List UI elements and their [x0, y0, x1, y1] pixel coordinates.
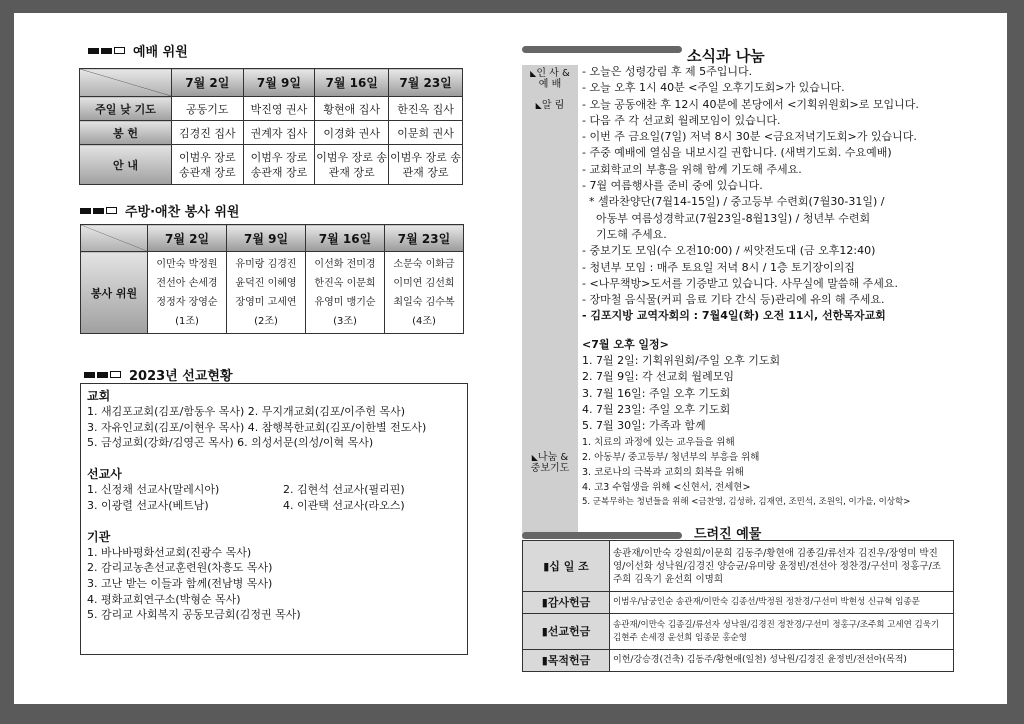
date-header: 7월 23일 — [385, 225, 464, 252]
offering-names: 송관재/이만숙 김종길/류선자 성낙원/김경진 정찬경/구선미 정홍구/조주희 고세연 김욱기 김현주 손세경 윤선희 임종문 홍순영 — [610, 614, 954, 650]
schedule-line: 1. 7월 2일: 기획위원회/주일 오후 기도회 — [582, 354, 781, 368]
cell: 박진영 권사 — [243, 97, 315, 121]
list-item: 3. 이광렬 선교사(베트남) 4. 이관택 선교사(라오스) — [87, 498, 405, 512]
cell: 김경진 집사 — [172, 121, 244, 145]
news-line: - 오늘 공동애찬 후 12시 40분에 본당에서 <기획위원회>로 모입니다. — [582, 97, 919, 111]
date-header: 7월 16일 — [315, 69, 389, 97]
news-line: - 교회학교의 부흥을 위해 함께 기도해 주세요. — [582, 162, 802, 176]
kitchen-title — [80, 201, 239, 220]
list-item: 3. 고난 받는 이들과 함께(전남병 목사) — [87, 576, 273, 590]
offering-names: 이헌/강승경(건축) 김동주/황현애(일천) 성낙원/김경진 윤정빈/전선아(목적) — [610, 650, 954, 672]
list-item: 5. 감리교 사회복지 공동모금회(김정권 목사) — [87, 608, 301, 622]
bullet-icon — [84, 367, 123, 382]
mission-box — [80, 383, 468, 655]
cell: 이범우 장로 송관재 장로 — [389, 145, 463, 185]
prayer-line: 4. 고3 수험생을 위해 <신현서, 전세현> — [582, 481, 751, 493]
news-bar — [522, 46, 682, 53]
offering-bar — [522, 532, 682, 539]
schedule-line: 5. 7월 30일: 가족과 함께 — [582, 419, 706, 433]
date-header: 7월 2일 — [172, 69, 244, 97]
schedule-line: 4. 7월 23일: 주일 오후 기도회 — [582, 402, 731, 416]
cell: 한진옥 집사 — [389, 97, 463, 121]
offering-title: 드려진 예물 — [694, 527, 762, 542]
table-corner — [80, 69, 172, 97]
offering-label: ▮선교헌금 — [523, 614, 610, 650]
news-line: - 중보기도 모임(수 오전10:00) / 씨앗전도대 (금 오후12:40) — [582, 244, 876, 258]
mission-title-text: 2023년 선교현황 — [129, 369, 233, 384]
offering-label: ▮목적헌금 — [523, 650, 610, 672]
cell: 이경화 권사 — [315, 121, 389, 145]
missionaries-heading: 선교사 — [87, 467, 122, 482]
cell: 이문희 권사 — [389, 121, 463, 145]
team-cell: 소문숙 이화금 이미연 김선희 최일숙 김수복 (4조) — [385, 252, 464, 334]
kitchen-title-text: 주방·애찬 봉사 위원 — [125, 205, 240, 220]
news-line: - 장마철 음식물(커피 음료 기타 간식 등)관리에 유의 해 주세요. — [582, 293, 885, 307]
schedule-line: 2. 7월 9일: 각 선교회 월례모임 — [582, 370, 734, 384]
list-item: 3. 자유인교회(김포/이현우 목사) 4. 참행복한교회(김포/이한별 전도사) — [87, 420, 427, 434]
row-label: 주일 낮 기도 — [80, 97, 172, 121]
list-item: 1. 바나바평화선교회(진광수 목사) — [87, 545, 252, 559]
prayer-line: 5. 군복무하는 청년들을 위해 <금찬영, 김성하, 김재연, 조민석, 조원익, 이가을, 이상학> — [582, 496, 911, 507]
date-header: 7월 2일 — [148, 225, 227, 252]
offering-names: 송관재/이만숙 강원희/이문희 김동주/황현애 김종길/류선자 김진우/장영미 박진영/이선화 성낙원/김경진 양승균/유미랑 윤정빈/전선아 정찬경/구선미 정홍구/조주희 김욱기 윤선희 이명희 — [610, 541, 954, 592]
date-header: 7월 9일 — [227, 225, 306, 252]
worship-title — [88, 41, 188, 60]
date-header: 7월 16일 — [306, 225, 385, 252]
news-line: - 오늘 오후 1시 40분 <주일 오후기도회>가 있습니다. — [582, 81, 845, 95]
news-line: * 셀라찬양단(7월14-15일) / 중고등부 수련회(7월30-31일) / — [582, 195, 885, 209]
bullet-icon — [88, 43, 127, 58]
news-line: 아동부 여름성경학교(7월23일-8월13일) / 청년부 수련회 — [582, 211, 871, 225]
offering-names: 이범우/남궁인순 송관재/이만숙 김종선/박정원 정찬경/구선미 박현성 신규혁 임종문 — [610, 592, 954, 614]
schedule-title: <7월 오후 일정> — [582, 337, 669, 351]
tag-prayer: ◣나눔 & 중보기도 — [530, 452, 570, 474]
date-header: 7월 23일 — [389, 69, 463, 97]
news-line: - 7월 여름행사를 준비 중에 있습니다. — [582, 179, 763, 193]
list-item: 4. 평화교회연구소(박형순 목사) — [87, 592, 241, 606]
offering-label: ▮십 일 조 — [523, 541, 610, 592]
churches-heading: 교회 — [87, 389, 111, 403]
tag-notice: ◣알 림 — [535, 100, 565, 111]
cell: 공동기도 — [172, 97, 244, 121]
bullet-icon — [80, 203, 119, 218]
news-line: - 김포지방 교역자회의 : 7월4일(화) 오전 11시, 선한목자교회 — [582, 309, 886, 323]
list-item: 2. 감리교농촌선교훈련원(차흥도 목사) — [87, 561, 273, 575]
prayer-line: 2. 아동부/ 중고등부/ 청년부의 부흥을 위해 — [582, 451, 760, 463]
news-line: - 오늘은 성령강림 후 제 5주입니다. — [582, 65, 753, 78]
worship-table — [79, 68, 463, 185]
list-item: 1. 새김포교회(김포/함동우 목사) 2. 무지개교회(김포/이주헌 목사) — [87, 405, 406, 418]
row-label: 봉사 위원 — [81, 252, 148, 334]
news-line: - 청년부 모임 : 매주 토요일 저녁 8시 / 1층 토기장이의집 — [582, 260, 855, 274]
news-title: 소식과 나눔 — [687, 47, 765, 65]
news-tag-column — [522, 65, 578, 539]
team-cell: 이만숙 박정원 전선아 손세경 정정자 장영순 (1조) — [148, 252, 227, 334]
list-item: 1. 신정채 선교사(말레시아) 2. 김현석 선교사(필리핀) — [87, 483, 405, 497]
cell: 황현애 집사 — [315, 97, 389, 121]
orgs-heading: 기관 — [87, 529, 111, 544]
news-line: - <나무책방>도서를 기증받고 있습니다. 사무실에 말씀해 주세요. — [582, 276, 899, 290]
cell: 이범우 장로 송관재 장로 — [243, 145, 315, 185]
kitchen-table — [80, 224, 464, 334]
news-line: - 다음 주 각 선교회 월례모임이 있습니다. — [582, 113, 781, 127]
cell: 권계자 집사 — [243, 121, 315, 145]
list-item: 5. 금성교회(강화/김영곤 목사) 6. 의성서문(의성/이혁 목사) — [87, 436, 374, 450]
prayer-line: 3. 코로나의 극복과 교회의 회복을 위해 — [582, 466, 744, 478]
news-content — [582, 64, 1002, 510]
worship-title-text: 예배 위원 — [133, 45, 188, 60]
offering-label: ▮감사헌금 — [523, 592, 610, 614]
mission-title — [84, 365, 233, 384]
cell: 이범우 장로 송관재 장로 — [315, 145, 389, 185]
schedule-line: 3. 7월 16일: 주일 오후 기도회 — [582, 386, 731, 400]
bulletin-page — [14, 13, 1007, 704]
row-label: 안 내 — [80, 145, 172, 185]
row-label: 봉 헌 — [80, 121, 172, 145]
news-line: - 주중 예배에 열심을 내보시길 권합니다. (새벽기도회. 수요예배) — [582, 146, 892, 160]
news-line: 기도해 주세요. — [582, 227, 667, 241]
cell: 이범우 장로 송관재 장로 — [172, 145, 244, 185]
prayer-line: 1. 치료의 과정에 있는 교우들을 위해 — [582, 436, 735, 448]
offering-table — [522, 540, 954, 672]
table-corner — [81, 225, 148, 252]
team-cell: 유미랑 김경진 윤덕진 이혜영 장영미 고세연 (2조) — [227, 252, 306, 334]
news-line: - 이번 주 금요일(7일) 저녁 8시 30분 <금요저녁기도회>가 있습니다. — [582, 130, 917, 144]
date-header: 7월 9일 — [243, 69, 315, 97]
tag-greeting: ◣인 사 & 예 배 — [530, 68, 570, 90]
team-cell: 이선화 전미경 한진옥 이문희 유영미 맹기순 (3조) — [306, 252, 385, 334]
